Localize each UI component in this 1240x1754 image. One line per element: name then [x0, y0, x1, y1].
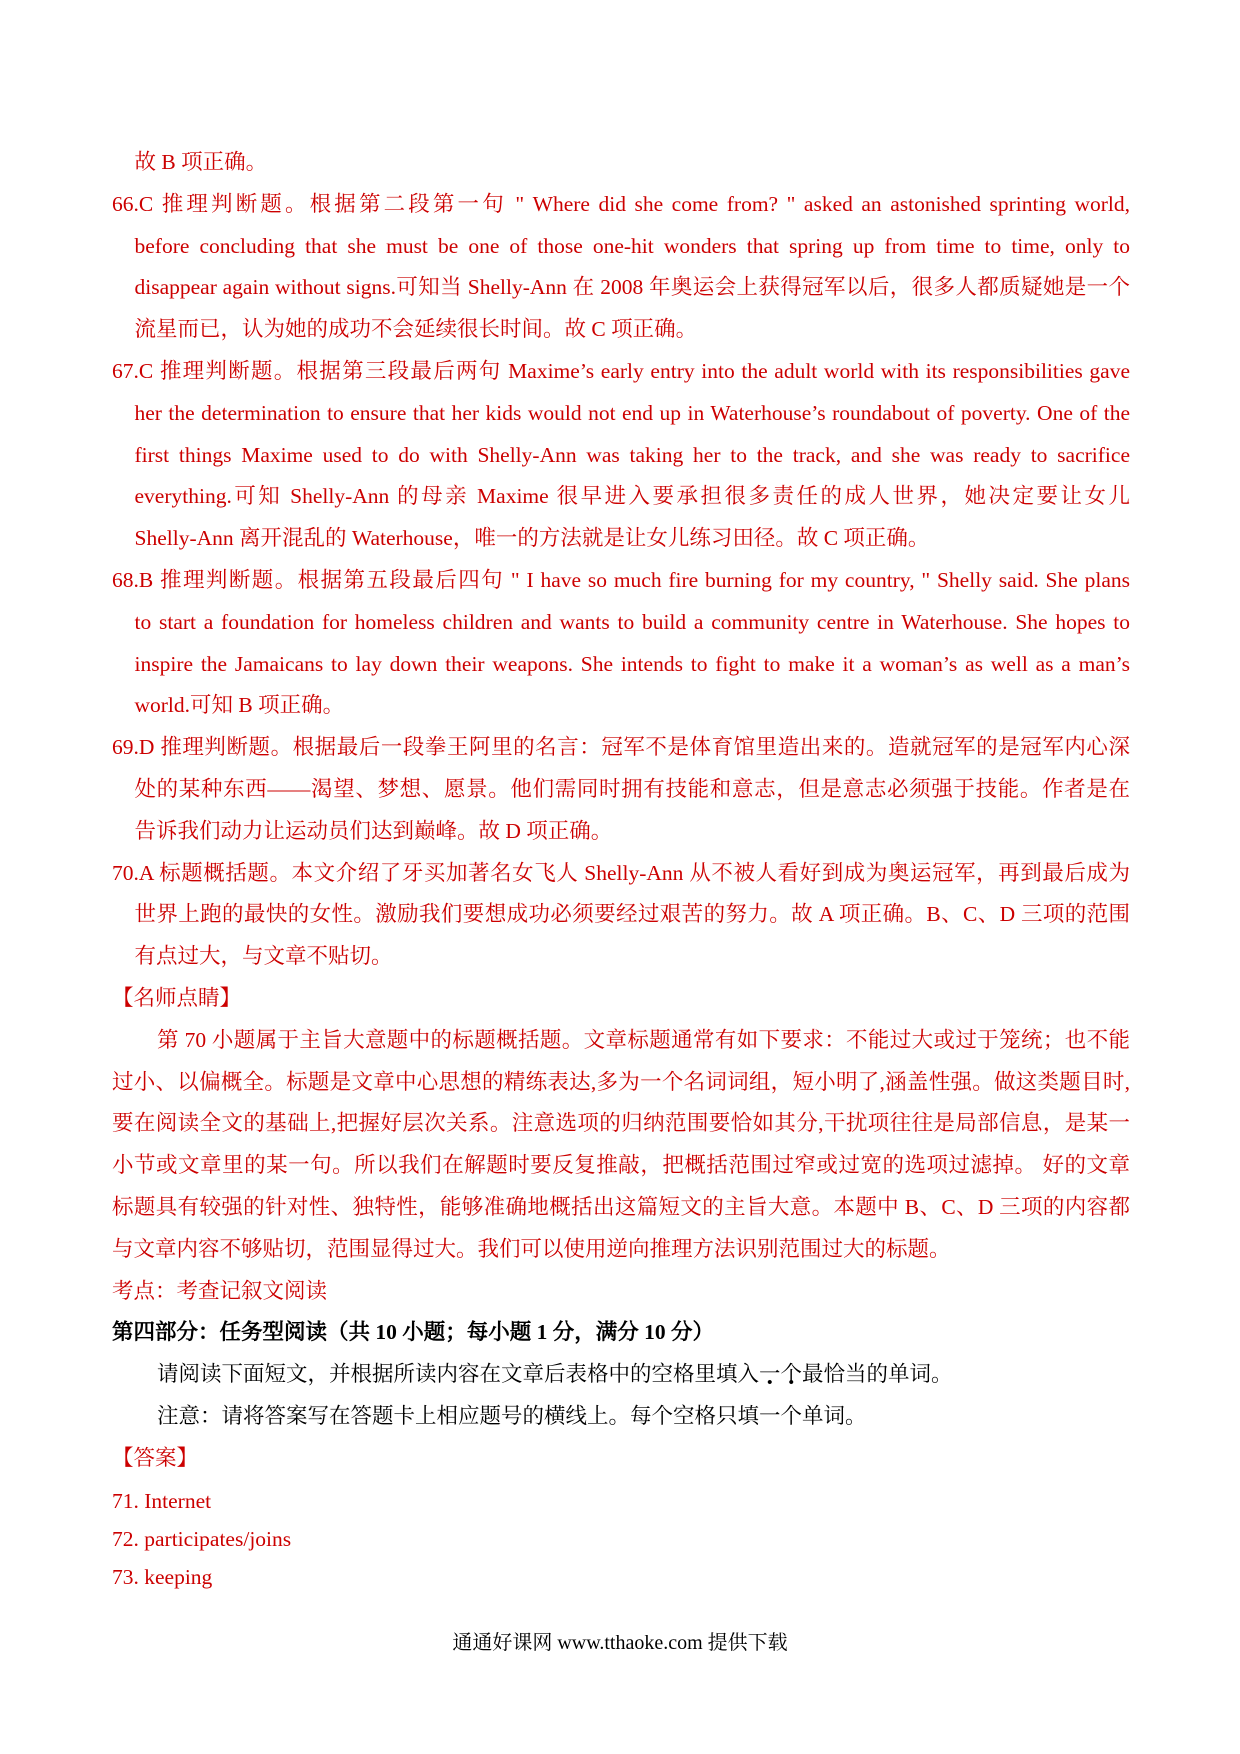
exam-point: 考点：考查记叙文阅读 [112, 1278, 328, 1303]
explanation-69 [112, 727, 1130, 852]
explanation-line: first things Maxime used to do with Shelly-Ann was taking her to the track, and she was ready to sacrifice [134, 442, 1130, 467]
explanation-line: to start a foundation for homeless children and wants to build a community centre in Waterhouse. She hopes to [134, 609, 1130, 634]
explanation-67 [112, 351, 1130, 560]
explanation-line: 66.C 推理判断题。根据第二段第一句 " Where did she come from? " asked an astonished sprinting world, [112, 191, 1130, 216]
explanation-68 [112, 560, 1130, 727]
emphasized-text: 一个 [759, 1362, 803, 1387]
teacher-tip-paragraph [112, 1020, 1130, 1271]
explanation-line: everything.可知 Shelly-Ann 的母亲 Maxime 很早进入要承担很多责任的成人世界，她决定要让女儿 [134, 484, 1130, 509]
explanation-line: 68.B 推理判断题。根据第五段最后四句 " I have so much fire burning for my country, " Shelly said. She plans [112, 567, 1130, 592]
teacher-tip-line: 小节或文章里的某一句。所以我们在解题时要反复推敲，把概括范围过窄或过宽的选项过滤掉。 好的文章 [112, 1153, 1130, 1178]
explanation-line: Shelly-Ann 离开混乱的 Waterhouse，唯一的方法就是让女儿练习田径。故 C 项正确。 [134, 526, 930, 551]
page-content [112, 142, 1130, 1596]
part-four-heading: 第四部分：任务型阅读（共 10 小题；每小题 1 分，满分 10 分） [112, 1320, 715, 1345]
answers-heading: 【答案】 [112, 1445, 199, 1470]
answer-item: 73. keeping [112, 1565, 213, 1590]
explanation-line: her the determination to ensure that her kids would not end up in Waterhouse’s roundabout of poverty. One of the [134, 400, 1130, 425]
explanation-70 [112, 853, 1130, 978]
explanation-line: inspire the Jamaicans to lay down their weapons. She intends to fight to make it a woman’s as well as a man’s [134, 651, 1130, 676]
carry-over-line: 故 B 项正确。 [134, 150, 268, 174]
explanation-line: 70.A 标题概括题。本文介绍了牙买加著名女飞人 Shelly-Ann 从不被人看好到成为奥运冠军，再到最后成为 [112, 860, 1130, 885]
instruction-text: 最恰当的单词。 [802, 1362, 953, 1387]
part-four-instruction [112, 1354, 1130, 1396]
explanation-line: 67.C 推理判断题。根据第三段最后两句 Maxime’s early entry into the adult world with its responsibilities gave [112, 358, 1130, 383]
teacher-tip-line: 标题具有较强的针对性、独特性，能够准确地概括出这篇短文的主旨大意。本题中 B、C、D 三项的内容都 [112, 1194, 1130, 1219]
teacher-tip-line: 第 70 小题属于主旨大意题中的标题概括题。文章标题通常有如下要求：不能过大或过于笼统；也不能 [157, 1027, 1130, 1052]
explanation-line: 处的某种东西——渴望、梦想、愿景。他们需同时拥有技能和意志，但是意志必须强于技能。作者是在 [134, 776, 1130, 801]
answer-item: 71. Internet [112, 1489, 212, 1514]
teacher-tip-line: 过小、以偏概全。标题是文章中心思想的精练表达,多为一个名词词组，短小明了,涵盖性强。做这类题目时, [112, 1069, 1130, 1094]
explanation-line: disappear again without signs.可知当 Shelly-Ann 在 2008 年奥运会上获得冠军以后，很多人都质疑她是一个 [134, 275, 1130, 300]
part-four-note: 注意：请将答案写在答题卡上相应题号的横线上。每个空格只填一个单词。 [157, 1403, 867, 1428]
explanation-line: 有点过大，与文章不贴切。 [134, 944, 393, 969]
explanation-line: before concluding that she must be one of those one-hit wonders that spring up from time to time, only to [134, 233, 1130, 258]
teacher-tip-heading: 【名师点睛】 [112, 985, 242, 1010]
answers-list [112, 1482, 1130, 1596]
answer-item: 72. participates/joins [112, 1527, 292, 1552]
instruction-text: 请阅读下面短文，并根据所读内容在文章后表格中的空格里填入 [157, 1362, 760, 1387]
teacher-tip-line: 要在阅读全文的基础上,把握好层次关系。注意选项的归纳范围要恰如其分,干扰项往往是局部信息，是某一 [112, 1111, 1130, 1136]
explanation-line: 告诉我们动力让运动员们达到巅峰。故 D 项正确。 [134, 818, 613, 843]
explanation-line: 世界上跑的最快的女性。激励我们要想成功必须要经过艰苦的努力。故 A 项正确。B、C、D 三项的范围 [134, 902, 1130, 927]
footer-credit: 通通好课网 www.tthaoke.com 提供下载 [452, 1632, 788, 1654]
explanation-line: 69.D 推理判断题。根据最后一段拳王阿里的名言：冠军不是体育馆里造出来的。造就冠军的是冠军内心深 [112, 735, 1130, 760]
explanation-line: 流星而已，认为她的成功不会延续很长时间。故 C 项正确。 [134, 317, 698, 342]
explanation-66 [112, 184, 1130, 351]
explanation-line: world.可知 B 项正确。 [134, 693, 345, 718]
teacher-tip-line: 与文章内容不够贴切，范围显得过大。我们可以使用逆向推理方法识别范围过大的标题。 [112, 1236, 951, 1261]
